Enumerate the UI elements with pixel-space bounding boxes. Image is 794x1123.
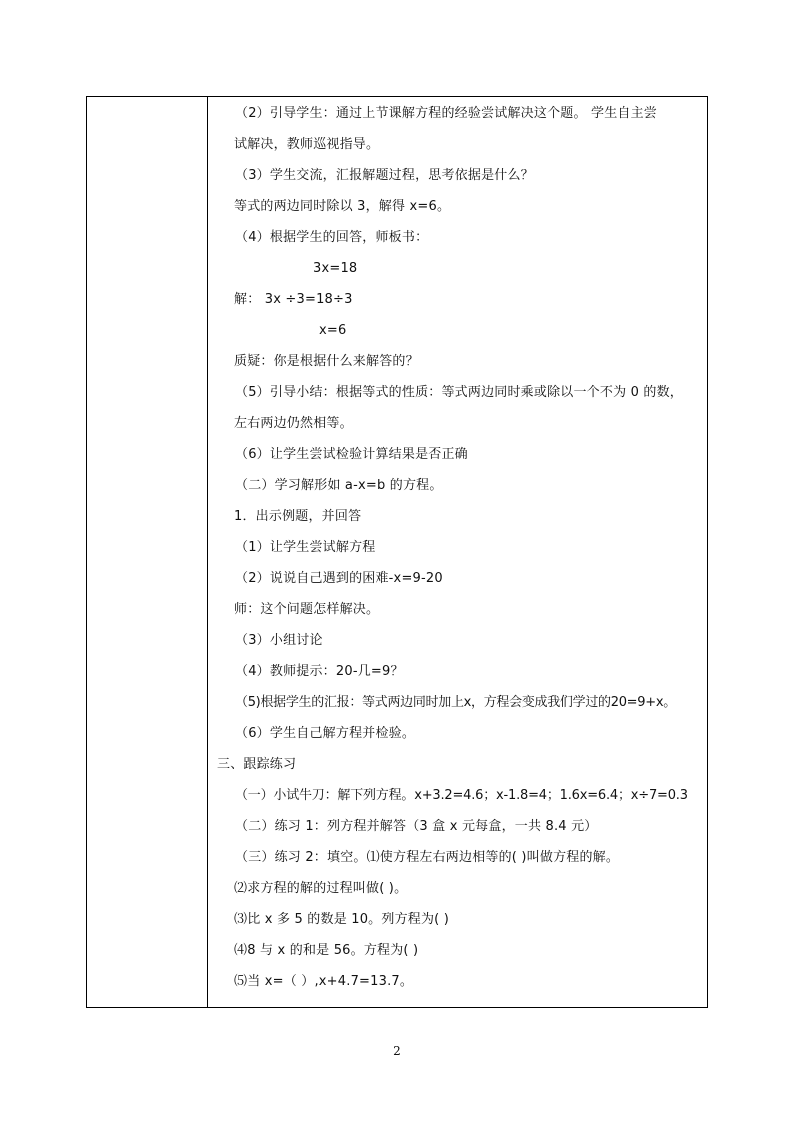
- text-line: （5）引导小结：根据等式的性质：等式两边同时乘或除以一个不为 0 的数，: [235, 385, 684, 400]
- lesson-table: [86, 96, 708, 1008]
- exercise-line: （二）练习 1：列方程并解答（3 盒 x 元每盒，一共 8.4 元）: [235, 819, 598, 834]
- text-line: （4）教师提示：20-几=9？: [235, 664, 404, 679]
- equation-line: 3x=18: [313, 261, 358, 276]
- text-line: 质疑：你是根据什么来解答的？: [234, 354, 419, 369]
- text-line: （3）学生交流，汇报解题过程，思考依据是什么？: [235, 168, 534, 183]
- text-line: 等式的两边同时除以 3，解得 x=6。: [234, 199, 451, 214]
- section-heading: 三、跟踪练习: [217, 757, 297, 772]
- text-line: 1．出示例题，并回答: [234, 509, 362, 524]
- text-line: （6）学生自己解方程并检验。: [235, 726, 416, 741]
- exercise-line: ⑷8 与 x 的和是 56。方程为( ): [234, 943, 419, 958]
- text-line: （3）小组讨论: [235, 633, 323, 648]
- equation-line: 解： 3x ÷3=18÷3: [234, 292, 353, 307]
- exercise-line: （一）小试牛刀：解下列方程。x+3.2=4.6；x-1.8=4；1.6x=6.4；x÷7=0.3: [235, 788, 688, 803]
- exercise-line: ⑸当 x=（ ）,x+4.7=13.7。: [234, 974, 414, 989]
- text-line: 左右两边仍然相等。: [234, 416, 353, 431]
- text-line: 师：这个问题怎样解决。: [234, 602, 380, 617]
- text-line: （2）说说自己遇到的困难-x=9-20: [235, 571, 443, 586]
- text-line: （1）让学生尝试解方程: [235, 540, 376, 555]
- text-line: （5)根据学生的汇报：等式两边同时加上x，方程会变成我们学过的20=9+x。: [235, 695, 676, 710]
- text-line: （2）引导学生：通过上节课解方程的经验尝试解决这个题。 学生自主尝: [235, 106, 658, 121]
- text-line: 试解决，教师巡视指导。: [234, 137, 380, 152]
- text-line: （6）让学生尝试检验计算结果是否正确: [235, 447, 468, 462]
- page-number: 2: [393, 1044, 401, 1058]
- exercise-line: ⑵求方程的解的过程叫做( )。: [234, 881, 408, 896]
- exercise-line: （三）练习 2：填空。⑴使方程左右两边相等的( )叫做方程的解。: [235, 850, 620, 865]
- equation-line: x=6: [319, 323, 347, 338]
- text-line: （4）根据学生的回答，师板书：: [235, 230, 429, 245]
- lesson-content-cell: [208, 97, 707, 1007]
- section-heading: （二）学习解形如 a-x=b 的方程。: [235, 478, 443, 493]
- exercise-line: ⑶比 x 多 5 的数是 10。列方程为( ): [234, 912, 450, 927]
